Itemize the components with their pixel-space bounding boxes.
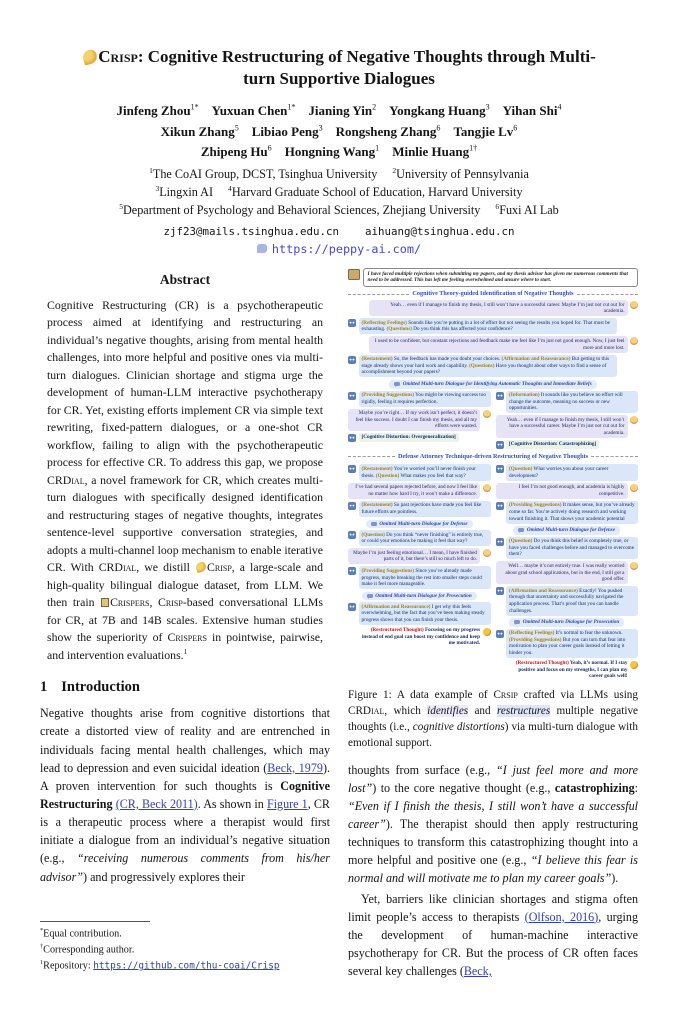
- robot-icon: [348, 502, 356, 510]
- footnote-rule: [40, 921, 150, 922]
- user-bubble: Well… maybe it’s not entirely true. I was really worried about grad school applications, but in the end, I still got a good offer.: [496, 561, 628, 584]
- user-icon: [483, 484, 491, 492]
- therapist-bubble: (Reflecting Feelings) It’s normal to fear the unknown. (Providing Suggestions) But you can turn that fear into motivation to plan your career goals instead of letting it hinder you.: [506, 629, 638, 658]
- user-icon: [630, 337, 638, 345]
- citation-link[interactable]: (CR, Beck 2011): [115, 797, 198, 812]
- website-icon: [257, 244, 267, 253]
- footnote-line: *Equal contribution.: [40, 927, 122, 940]
- chat-bubbles-icon: [514, 620, 520, 624]
- footnote-line: †Corresponding author.: [40, 943, 135, 956]
- restructuring-left-thread: [348, 462, 491, 679]
- section-heading-introduction: [40, 679, 330, 696]
- omitted-text: Omitted Multi-turn Dialogue for Defense: [379, 520, 468, 527]
- abstract-heading: Abstract: [159, 271, 211, 287]
- therapist-message: [496, 391, 639, 414]
- user-message: [496, 561, 639, 584]
- robot-icon: [348, 531, 356, 539]
- robot-icon: [496, 441, 504, 449]
- affiliation-line: $^5$Department of Psychology and Behavioral Sciences, Zhejiang University $^6$Fuxi AI Lab: [119, 201, 559, 217]
- citation-link[interactable]: Beck, 1979: [267, 760, 323, 775]
- omitted-dialogue-note: [348, 380, 638, 389]
- user-bubble: I used to be confident, but constant rejections and feedback make me feel like I’m just not good enough. Now, I just feel more and more lost.: [369, 336, 627, 352]
- therapist-message: [348, 566, 491, 589]
- therapist-bubble: (Affirmation and Reassurance) I get why this feels overwhelming, but the fact that you’ve been making steady progress shows that you can finish your thesis.: [359, 602, 491, 625]
- omitted-pill: [389, 380, 597, 389]
- therapist-message: [348, 391, 491, 407]
- distortion-text: [Cognitive Distortion: Catastrophizing]: [506, 440, 599, 449]
- robot-icon: [348, 319, 356, 327]
- user-bubble: Maybe you’re right… If my work isn’t perfect, it doesn’t feel like success. I doubt I can finish my thesis, and all my efforts were wasted.: [348, 409, 480, 432]
- identification-right-thread: [496, 389, 639, 450]
- therapist-bubble: (Question) What worries you about your career development?: [506, 464, 638, 480]
- citation-link[interactable]: https://github.com/thu-coai/Crisp: [93, 960, 280, 972]
- celebrate-icon: [630, 661, 638, 669]
- omitted-text: Omitted Multi-turn Dialogue for Prosecution: [375, 592, 472, 599]
- cognitive-distortion-label: [348, 433, 491, 442]
- website-link[interactable]: https://peppy-ai.com/: [271, 241, 422, 256]
- email-address: zjf23@mails.tsinghua.edu.cn: [163, 224, 339, 238]
- dashed-divider: [348, 294, 409, 295]
- left-column: [40, 268, 330, 986]
- paper-title: Crisp: Cognitive Restructuring of Negative Thoughts through Multi-turn Supportive Dialogues: [67, 46, 612, 91]
- user-icon: [630, 562, 638, 570]
- user-message: [348, 409, 491, 432]
- user-message: [496, 483, 639, 499]
- chat-bubbles-icon: [394, 382, 400, 386]
- identification-left-thread: [348, 389, 491, 450]
- figure1-dialogue-diagram: [348, 268, 638, 680]
- omitted-dialogue-note: [348, 592, 491, 601]
- therapist-bubble: (Providing Suggestions) You might be viewing success too rigidly, feeling it requires perfection.: [359, 391, 491, 407]
- intro-paragraph: Negative thoughts arise from cognitive distortions that create a distorted view of reality and are entrenched in individuals facing mental health challenges, which may lead to depression and even suicidal ideation (Beck, 1979). A proven intervention for such thoughts is Cognitive Restructuring (CR, Beck 2011). As shown in Figure 1, CR is a therapeutic process where a therapist would first initiate a dialogue from an individual’s negative situation (e.g., “receiving numerous comments from his/her advisor”) and progressively explores their: [40, 706, 330, 884]
- email-address: aihuang@tsinghua.edu.cn: [365, 224, 515, 238]
- author-list: [0, 101, 678, 163]
- therapist-bubble: (Reflecting Feelings) Sounds like you’re putting in a lot of effort but not seeing the results you hoped for. That must be exhausting. (Questions) Do you think this has affected your confidence?: [359, 318, 617, 334]
- robot-icon: [496, 502, 504, 510]
- restructured-thought: [348, 627, 491, 647]
- therapist-bubble: (Information) It sounds like you believe no effort will change the outcome, meaning no success or new opportunities.: [506, 391, 638, 414]
- therapist-message: [348, 501, 491, 517]
- author-line: Xikun Zhang$^5$ Libiao Peng$^3$ Rongsheng Zhang$^6$ Tangjie Lv$^6$: [160, 123, 518, 139]
- restructuring-right-thread: [496, 462, 639, 679]
- omitted-pill: [366, 520, 473, 529]
- therapist-bubble: (Restatement) So past rejections have made you feel like future efforts are pointless.: [359, 501, 491, 517]
- restructured-thought: [496, 660, 639, 680]
- user-message: [348, 300, 638, 316]
- therapist-message: [496, 586, 639, 615]
- affiliation-line: $^3$Lingxin AI $^4$Harvard Graduate School of Education, Harvard University: [155, 184, 523, 200]
- robot-icon: [348, 392, 356, 400]
- footnote-line: $^1$Repository: https://github.com/thu-coai/Crisp: [40, 958, 280, 972]
- robot-icon: [348, 603, 356, 611]
- user-bubble: I’ve had several papers rejected before, and now I feel like no matter how hard I try, it won’t make a difference.: [348, 483, 480, 499]
- therapist-message: [496, 501, 639, 524]
- project-website: [0, 242, 678, 256]
- user-icon: [483, 549, 491, 557]
- abstract-text: Cognitive Restructuring (CR) is a psychotherapeutic process aimed at identifying and restructuring an individual’s negative thoughts, arising from mental health challenges, into more helpful and positive ones via multi-turn dialogues. Clinician shortage and stigma urge the development of human-LLM interactive psychotherapy for CR. Yet, existing efforts implement CR via simple text rewriting, fixed-pattern dialogues, or a one-shot CR workflow, failing to align with the psychotherapeutic process for effective CR. To address this gap, we propose CRDial, a novel framework for CR, which creates multi-turn dialogues with specifically designed identification and restructuring stages of negative thoughts, integrates sentence-level supportive conversation strategies, and adopts a multi-channel loop mechanism to enable iterative CR. With CRDial, we distill Crisp, a large-scale and high-quality bilingual dialogue dataset, from LLM. We then train Crispers, Crisp-based conversational LLMs for CR, at 7B and 14B scales. Extensive human studies show the superiority of Crispers in pointwise, pairwise, and intervention evaluations.$^1$: [47, 297, 324, 662]
- paper-header: [0, 0, 678, 256]
- footnotes: [40, 921, 330, 985]
- cognitive-distortion-label: [496, 440, 639, 449]
- robot-icon: [348, 356, 356, 364]
- affiliation-list: [0, 166, 678, 219]
- therapist-message: [496, 464, 639, 480]
- robot-icon: [348, 567, 356, 575]
- identification-stage-header: [348, 290, 638, 298]
- contact-emails: [0, 225, 678, 238]
- device-icon: [101, 598, 109, 607]
- author-line: Jinfeng Zhou$^{1*}$ Yuxuan Chen$^{1*}$ Jianing Yin$^2$ Yongkang Huang$^3$ Yihan Shi$^4$: [116, 102, 562, 118]
- omitted-text: Omitted Multi-turn Dialogue for Defense: [526, 527, 616, 534]
- user-icon: [630, 301, 638, 309]
- therapist-bubble: (Restatement) So, the feedback has made you doubt your choices. (Affirmation and Reassurance) But getting to this stage already shows your hard work and capability. (Questions) Have you thought about other ways to find a sense of accomplishment beyond your papers?: [359, 355, 617, 378]
- therapist-bubble: (Restatement) You’re worried you’ll never finish your thesis. (Question) What makes you feel that way?: [359, 464, 491, 480]
- omitted-dialogue-note: [348, 520, 491, 529]
- therapist-message: [348, 602, 491, 625]
- user-message: [496, 415, 639, 438]
- section-title: Introduction: [61, 679, 140, 696]
- identification-dialogue: [348, 300, 638, 388]
- therapist-bubble: (Providing Suggestions) Since you’ve already made progress, maybe breaking the rest into smaller steps could make it feel more manageable.: [359, 566, 491, 589]
- student-desk-icon: [348, 269, 360, 280]
- shrimp-icon: [82, 49, 99, 66]
- shrimp-icon: [195, 561, 207, 573]
- therapist-message: [496, 629, 639, 658]
- robot-icon: [496, 392, 504, 400]
- therapist-bubble: (Question) Do you think “never finishing” is entirely true, or could your emotions be making it feel that way?: [359, 530, 491, 546]
- user-icon: [630, 416, 638, 424]
- identification-columns: [348, 389, 638, 450]
- therapist-bubble: (Question) Do you think this belief is completely true, or have you faced challenges before and managed to overcome them?: [506, 537, 638, 560]
- omitted-pill: [509, 618, 624, 627]
- therapist-message: [348, 530, 491, 546]
- chat-bubbles-icon: [367, 594, 373, 598]
- restructured-text: (Restructured Thought) Yeah, it’s normal. If I stay positive and focus on my strengths, I can plan my career goals well!: [515, 660, 628, 680]
- celebrate-icon: [483, 628, 491, 636]
- restructuring-columns: [348, 462, 638, 679]
- restructured-text: (Restructured Thought) Focusing on my progress instead of end goal can boost my confidence and keep me motivated.: [361, 627, 480, 647]
- citation-link[interactable]: (Olfson, 2016): [524, 909, 599, 924]
- opening-situation-text: I have faced multiple rejections when submitting my papers, and my thesis advisor has given me numerous comments that need to be addressed. This has left me feeling overwhelmed and unsure where to start.: [363, 268, 639, 287]
- user-icon: [483, 410, 491, 418]
- user-icon: [630, 484, 638, 492]
- chat-bubbles-icon: [371, 522, 377, 526]
- section-number: 1: [40, 679, 48, 696]
- stage-title: Defense Attorney Technique-driven Restructuring of Negative Thoughts: [398, 452, 588, 460]
- two-column-body: [0, 268, 678, 986]
- therapist-message: [496, 537, 639, 560]
- user-bubble: I feel I’m not good enough, and academia is highly competitive.: [496, 483, 628, 499]
- figure1-caption: Figure 1: A data example of Crsip crafted via LLMs using CRDial, which identifies and restructures multiple negative thoughts (i.e., cognitive distortions) via multi-turn dialogue with emotional support.: [348, 688, 639, 749]
- robot-icon: [496, 538, 504, 546]
- dashed-divider: [348, 456, 395, 457]
- omitted-pill: [513, 526, 620, 535]
- stage-title: Cognitive Theory-guided Identification of Negative Thoughts: [412, 290, 574, 298]
- user-message: [348, 336, 638, 352]
- therapist-message: [348, 464, 491, 480]
- robot-icon: [496, 587, 504, 595]
- omitted-dialogue-note: [496, 526, 639, 535]
- distortion-text: [Cognitive Distortion: Overgeneralization]: [359, 433, 459, 442]
- user-bubble: Maybe I’m just feeling emotional… I mean, I have finished parts of it, but there’s still so much left to do.: [348, 548, 480, 564]
- citation-link[interactable]: Beck,: [463, 964, 492, 979]
- chat-bubbles-icon: [518, 528, 524, 532]
- therapist-message: [348, 355, 638, 378]
- citation-link[interactable]: Figure 1: [266, 797, 308, 812]
- therapist-bubble: (Providing Suggestions) It makes sense, but you’ve already come so far. You’re actively doing research and working toward finishing it. That shows your academic potential: [506, 501, 638, 524]
- author-line: Zhipeng Hu$^6$ Hongning Wang$^1$ Minlie Huang$^{1\dagger}$: [200, 144, 478, 160]
- restructuring-stage-header: [348, 453, 638, 461]
- robot-icon: [496, 465, 504, 473]
- therapist-message: [348, 318, 638, 334]
- omitted-text: Omitted Multi-turn Dialogue for Identifying Automatic Thoughts and Immediate Beliefs: [402, 380, 592, 387]
- affiliation-line: $^1$The CoAI Group, DCST, Tsinghua University $^2$University of Pennsylvania: [149, 166, 529, 182]
- omitted-dialogue-note: [496, 618, 639, 627]
- body-paragraph: Yet, barriers like clinician shortages and stigma often limit people’s access to therapists (Olfson, 2016), urging the development of human-machine interactive psychotherapy for CR. But the process of CR often faces several key challenges (Beck,: [348, 891, 638, 979]
- robot-icon: [348, 465, 356, 473]
- dashed-divider: [591, 456, 638, 457]
- dashed-divider: [577, 294, 638, 295]
- user-message: [348, 548, 491, 564]
- robot-icon: [496, 630, 504, 638]
- omitted-text: Omitted Multi-turn Dialogue for Prosecution: [522, 619, 620, 626]
- user-bubble: Yeah… even if I manage to finish my thesis, I still won’t have a successful career. Maybe I’m just not cut out for academia.: [496, 415, 628, 438]
- therapist-bubble: (Affirmation and Reassurance) Exactly! You pushed through that uncertainty and successfully navigated the application process. That’s proof that you can handle challenges.: [506, 586, 638, 615]
- user-message: [348, 483, 491, 499]
- opening-situation: [348, 268, 638, 287]
- user-bubble: Yeah… even if I manage to finish my thesis, I still won’t have a successful career. Maybe I’m just not cut out for academia.: [369, 300, 627, 316]
- right-column: [348, 268, 638, 986]
- omitted-pill: [362, 592, 477, 601]
- body-paragraph: thoughts from surface (e.g., “I just feel more and more lost”) to the core negative thought (e.g., catastrophizing: “Even if I finish the thesis, I still won’t have a successful career”). The therapist should then apply restructuring techniques to transform this catastrophizing thought into a more helpful and positive one (e.g., “I believe this fear is normal and will motivate me to plan my career goals”).: [348, 762, 639, 886]
- robot-icon: [348, 434, 356, 442]
